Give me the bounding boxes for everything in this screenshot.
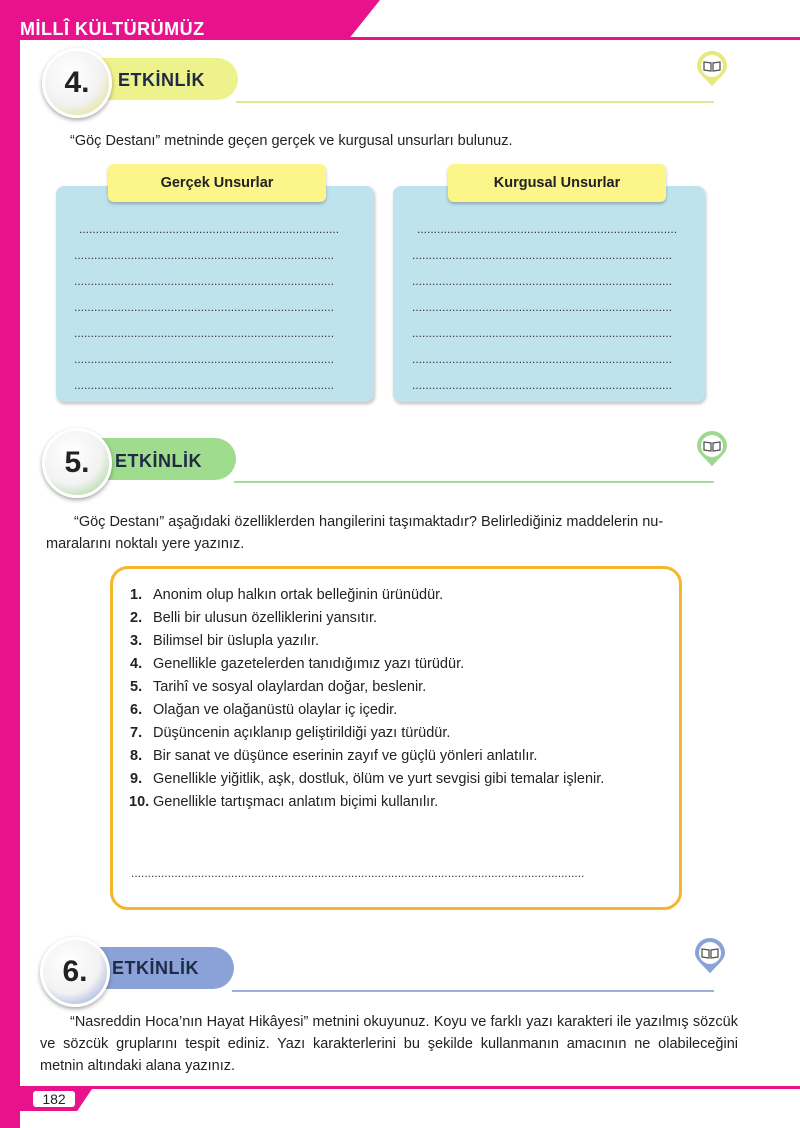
answer-line[interactable]: .............................................................................. [74,300,335,314]
answer-line[interactable]: .............................................................................. [412,326,673,340]
activity6-number-badge [40,937,110,1007]
left-margin-bar [0,0,20,1128]
book-icon[interactable] [690,937,730,977]
answer-line[interactable]: .............................................................................. [79,222,340,236]
list-item: 6. Olağan ve olağanüstü olaylar iç içedir. [130,702,398,718]
answer-line[interactable]: .............................................................................. [412,300,673,314]
activity5-instruction-line2: maralarını noktalı yere yazınız. [46,536,245,552]
answer-line[interactable]: .............................................................................. [74,326,335,340]
book-icon[interactable] [692,430,732,470]
activity4-number-badge [42,48,112,118]
activity5-number: 5. [64,446,90,479]
list-item: 2. Belli bir ulusun özelliklerini yansıtır. [130,610,378,626]
list-item: 9. Genellikle yiğitlik, aşk, dostluk, ölüm ve yurt sevgisi gibi temalar işlenir. [130,771,605,787]
list-item: 4. Genellikle gazetelerden tanıdığımız yazı türüdür. [130,656,465,672]
activity6-instruction: “Nasreddin Hoca’nın Hayat Hikâyesi” metnini okuyunuz. Koyu ve farklı yazı karakteri ile yazılmış sözcük ve sözcük gruplarını tespit ediniz. Yazı karakterlerini bu şekilde kullanmanın amacının ne olabileceğini metnin altındaki alana yazınız. [40,1014,738,1074]
gercek-unsurlar-lines [74,222,354,404]
gercek-unsurlar-title [108,164,326,202]
list-item: 10. Genellikle tartışmacı anlatım biçimi kullanılır. [129,794,439,810]
footer-rule [0,1086,800,1089]
activity4-label: ETKİNLİK [118,70,205,90]
answer-line[interactable]: .............................................................................. [417,222,678,236]
list-item: 5. Tarihî ve sosyal olaylardan doğar, beslenir. [130,679,427,695]
answer-line[interactable]: .............................................................................. [74,378,335,392]
list-item: 3. Bilimsel bir üslupla yazılır. [130,633,319,649]
kurgusal-unsurlar-title [448,164,666,202]
answer-line[interactable]: .............................................................................. [412,274,673,288]
kurgusal-unsurlar-title-text: Kurgusal Unsurlar [493,175,621,191]
list-item: 1. Anonim olup halkın ortak belleğinin ürünüdür. [130,587,444,603]
gercek-unsurlar-title-text: Gerçek Unsurlar [160,175,274,191]
answer-line[interactable]: .............................................................................. [412,248,673,262]
answer-line[interactable]: .............................................................................. [412,352,673,366]
activity6-rule [232,990,714,992]
activity5-rule [234,481,714,483]
activity5-label: ETKİNLİK [115,451,202,471]
answer-line[interactable]: ........................................................................................................................................ [131,866,585,880]
activity6-label: ETKİNLİK [112,958,199,978]
answer-line[interactable]: .............................................................................. [412,378,673,392]
answer-line[interactable]: .............................................................................. [74,274,335,288]
activity6-number: 6. [62,955,88,988]
activity5-instruction-line1: “Göç Destanı” aşağıdaki özelliklerden hangilerini taşımaktadır? Belirlediğiniz maddelerin nu- [74,514,664,530]
header-title: MİLLÎ KÜLTÜRÜMÜZ [20,19,205,39]
kurgusal-unsurlar-lines [412,222,688,404]
activity4-instruction: “Göç Destanı” metninde geçen gerçek ve kurgusal unsurları bulunuz. [70,133,513,149]
activity4-rule [236,101,714,103]
book-icon[interactable] [692,50,732,90]
answer-line[interactable]: .............................................................................. [74,248,335,262]
list-item: 7. Düşüncenin açıklanıp geliştirildiği yazı türüdür. [130,725,451,741]
activity5-number-badge [42,428,112,498]
list-item: 8. Bir sanat ve düşünce eserinin zayıf ve güçlü yönleri anlatılır. [130,748,538,764]
features-list [130,584,604,814]
answer-line[interactable]: .............................................................................. [74,352,335,366]
page-number: 182 [33,1091,75,1107]
activity4-number: 4. [64,66,90,99]
